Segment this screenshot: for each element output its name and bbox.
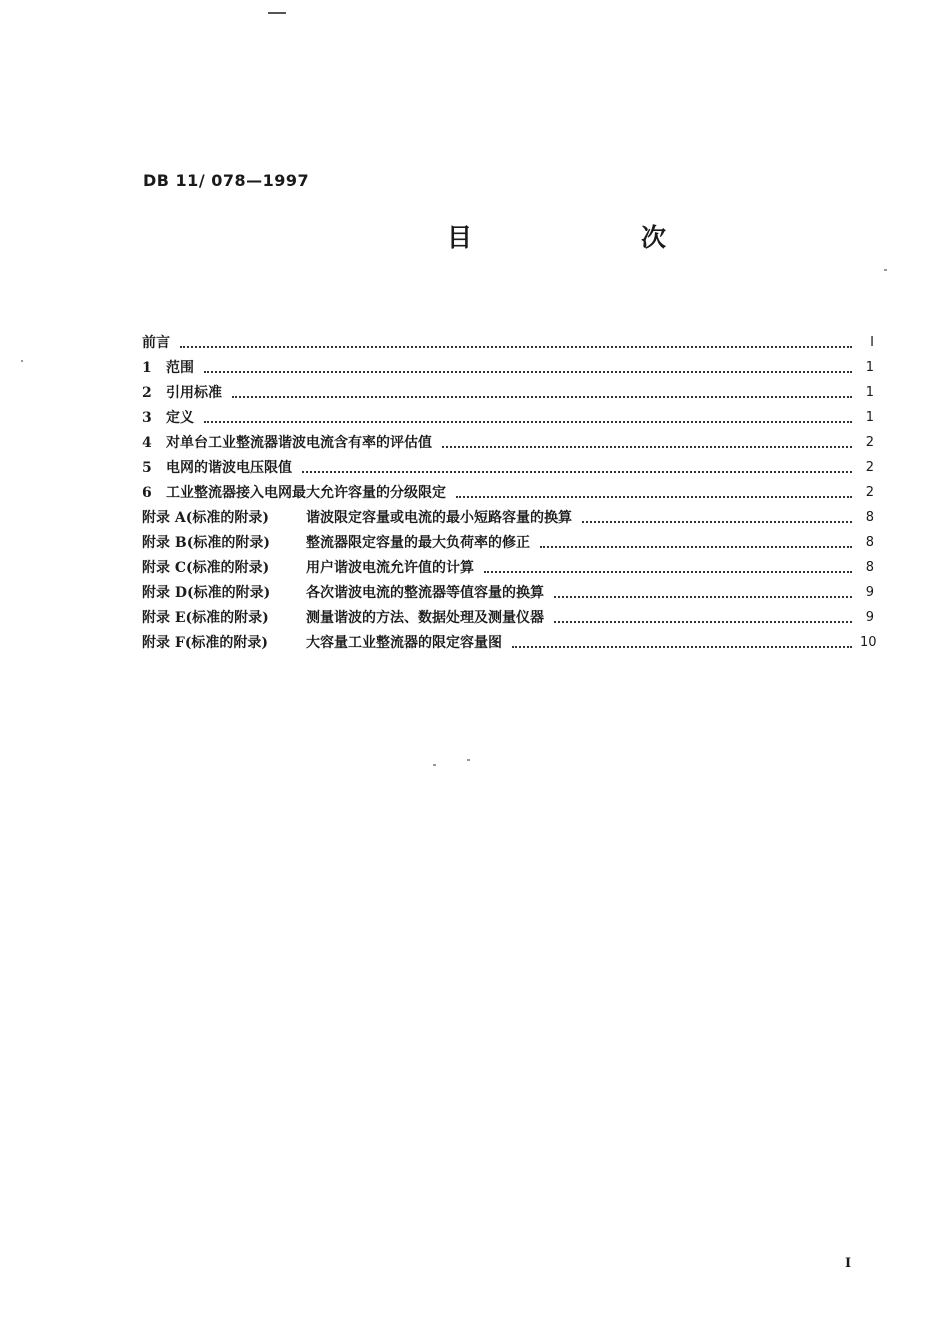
toc-entry-appendix-d[interactable] (142, 577, 874, 602)
toc-page-number: 1 (865, 360, 874, 375)
toc-entry-label: 对单台工业整流器谐波电流含有率的评估值 (166, 435, 432, 451)
scan-speck (884, 269, 887, 271)
toc-entry-number: 2 (142, 385, 152, 401)
toc-page-number: 9 (865, 610, 874, 625)
toc-entry-label: 测量谐波的方法、数据处理及测量仪器 (306, 610, 544, 626)
appendix-designation: 附录 A(标准的附录) (142, 510, 269, 526)
scan-mark (268, 12, 286, 14)
appendix-designation: 附录 F(标准的附录) (142, 635, 269, 651)
dot-leader (554, 620, 852, 623)
dot-leader (204, 420, 852, 423)
toc-entry-label: 大容量工业整流器的限定容量图 (306, 635, 502, 651)
scan-speck (467, 759, 470, 761)
appendix-designation: 附录 C(标准的附录) (142, 560, 270, 576)
toc-entry-label: 整流器限定容量的最大负荷率的修正 (306, 535, 530, 551)
toc-entry-number: 1 (142, 360, 152, 376)
toc-page-number: 9 (865, 585, 874, 600)
toc-entry-appendix-f[interactable] (142, 627, 877, 652)
toc-entry-appendix-b[interactable] (142, 527, 874, 552)
standard-code: DB 11/ 078—1997 (143, 171, 310, 190)
toc-entry-6[interactable] (142, 477, 874, 502)
dot-leader (442, 445, 852, 448)
toc-entry-label: 引用标准 (166, 385, 222, 401)
toc-entry-1[interactable] (142, 352, 874, 377)
dot-leader (554, 595, 852, 598)
dot-leader (302, 470, 852, 473)
toc-entry-label: 用户谐波电流允许值的计算 (306, 560, 474, 576)
appendix-designation: 附录 B(标准的附录) (142, 535, 270, 551)
toc-entry-label: 电网的谐波电压限值 (166, 460, 292, 476)
appendix-designation: 附录 E(标准的附录) (142, 610, 269, 626)
dot-leader (232, 395, 852, 398)
toc-entry-number: 3 (142, 410, 152, 426)
toc-entry-4[interactable] (142, 427, 874, 452)
toc-entry-number: 6 (142, 485, 152, 501)
toc-entry-label: 工业整流器接入电网最大允许容量的分级限定 (166, 485, 446, 501)
toc-entry-appendix-c[interactable] (142, 552, 874, 577)
scan-speck (21, 360, 23, 362)
toc-entry-preface[interactable] (142, 327, 874, 352)
footer-page-number: Ⅰ (845, 1256, 852, 1271)
toc-page-number: 8 (865, 535, 874, 550)
dot-leader (180, 345, 852, 348)
toc-entry-number: 5 (142, 460, 152, 476)
toc-entry-appendix-e[interactable] (142, 602, 874, 627)
table-of-contents (142, 327, 877, 652)
toc-entry-number: 4 (142, 435, 152, 451)
toc-page-number: 2 (865, 435, 874, 450)
toc-entry-label: 各次谐波电流的整流器等值容量的换算 (306, 585, 544, 601)
toc-entry-label: 谐波限定容量或电流的最小短路容量的换算 (306, 510, 572, 526)
toc-page-number: 1 (865, 410, 874, 425)
toc-entry-3[interactable] (142, 402, 874, 427)
toc-page-number: 2 (865, 460, 874, 475)
dot-leader (540, 545, 852, 548)
toc-page-number: 8 (865, 560, 874, 575)
toc-entry-5[interactable] (142, 452, 874, 477)
toc-page-number: 1 (865, 385, 874, 400)
toc-page-number: 10 (860, 635, 877, 650)
appendix-designation: 附录 D(标准的附录) (142, 585, 271, 601)
toc-entry-label: 范围 (166, 360, 194, 376)
toc-page-number: 8 (865, 510, 874, 525)
toc-entry-label: 前言 (142, 335, 170, 351)
dot-leader (456, 495, 852, 498)
toc-entry-2[interactable] (142, 377, 874, 402)
dot-leader (582, 520, 852, 523)
toc-page-number: Ⅰ (870, 335, 874, 350)
page-title: 目 次 (447, 223, 739, 252)
toc-entry-label: 定义 (166, 410, 194, 426)
toc-page-number: 2 (865, 485, 874, 500)
dot-leader (204, 370, 852, 373)
dot-leader (512, 645, 852, 648)
scan-speck (433, 764, 436, 766)
dot-leader (484, 570, 852, 573)
toc-entry-appendix-a[interactable] (142, 502, 874, 527)
